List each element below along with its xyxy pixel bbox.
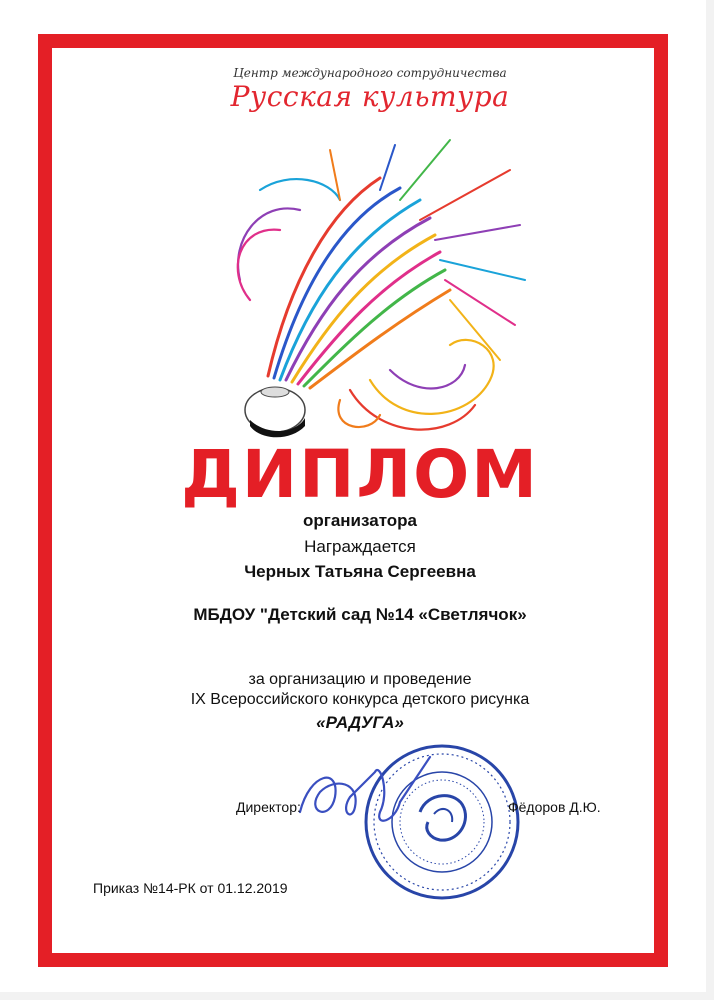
organization-brand: Русская культура [230,80,510,113]
diploma-title: ДИПЛОМ [181,436,539,513]
director-signature [280,752,440,842]
award-purpose-line2: IX Всероссийского конкурса детского рисунка [190,691,530,708]
order-reference: Приказ №14-РК от 01.12.2019 [93,880,288,896]
director-name: Фёдоров Д.Ю. [508,799,601,815]
organization-line: Центр международного сотрудничества [233,66,507,80]
feather-quill-inkwell-illustration [220,130,530,450]
award-purpose-line1: за организацию и проведение [248,671,472,688]
recipient-institution: МБДОУ "Детский сад №14 «Светлячок» [193,605,527,624]
awarded-label: Награждается [304,537,416,556]
recipient-name: Черных Татьяна Сергеевна [244,562,476,581]
director-label: Директор: [236,799,301,815]
contest-name: «РАДУГА» [316,713,404,732]
diploma-subtitle: организатора [302,511,418,530]
